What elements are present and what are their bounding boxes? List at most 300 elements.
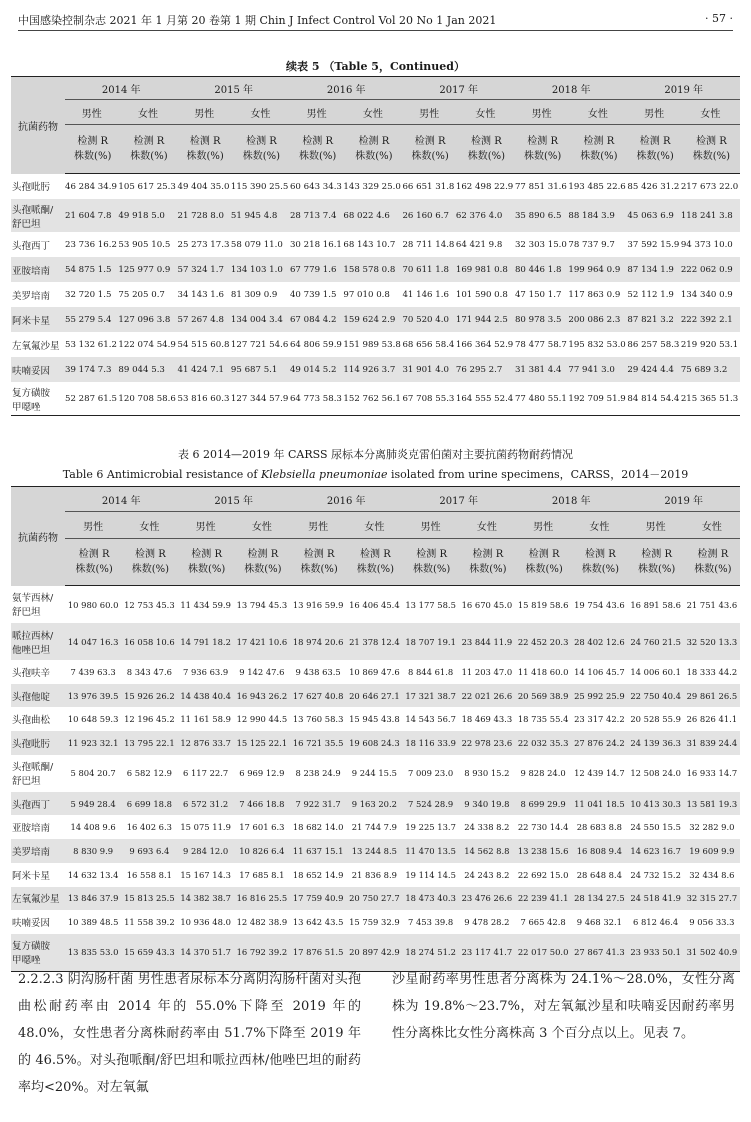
table-cell: 17 627 40.8 (290, 684, 346, 708)
count-rate-header (343, 125, 402, 174)
header-line-1: 检测 R (189, 136, 221, 147)
count-rate-header (627, 125, 680, 174)
table-cell: 13 642 43.5 (292, 917, 344, 928)
header-line-1: 检测 R (360, 549, 391, 560)
table-cell: 134 340 0.9 (680, 289, 733, 300)
table-cell: 64 421 9.8 (455, 239, 503, 250)
table-cell: 22 750 40.4 (628, 684, 684, 708)
sex-header: 男性 (402, 100, 455, 125)
sex-header: 女性 (231, 100, 290, 125)
table-cell: 18 735 55.4 (517, 714, 569, 725)
sex-header: 女性 (571, 512, 627, 539)
table-cell: 39 174 7.3 (65, 357, 118, 382)
table-cell: 11 041 18.5 (571, 792, 627, 816)
table-cell: 13 760 58.3 (292, 714, 344, 725)
table-cell: 222 392 2.1 (681, 307, 740, 332)
table-row (11, 660, 740, 684)
table-cell: 28 713 7.4 (290, 199, 343, 232)
table-cell: 215 365 51.3 (680, 393, 739, 404)
table-cell: 24 760 21.5 (628, 623, 684, 660)
table-cell: 199 964 0.9 (568, 257, 627, 282)
table-cell: 16 792 39.2 (234, 934, 290, 972)
table-cell: 70 520 4.0 (402, 307, 455, 332)
year-header: 2016 年 (290, 487, 403, 512)
header-line-1: 检测 R (472, 549, 504, 560)
table-cell: 28 402 12.6 (571, 623, 627, 660)
year-header: 2019 年 (628, 487, 741, 512)
count-rate-header (65, 125, 118, 174)
table-cell: 78 737 9.7 (568, 239, 615, 250)
table-cell: 37 592 15.9 (627, 239, 680, 250)
table-cell: 54 875 1.5 (65, 257, 118, 282)
table-row (11, 623, 740, 660)
drug-name: 亚胺培南 (12, 823, 51, 835)
header-line-2: 株数(%) (637, 564, 676, 575)
table-cell: 11 470 13.5 (403, 839, 459, 863)
sex-header: 男性 (290, 100, 343, 125)
table-cell: 77 941 3.0 (568, 357, 627, 382)
table-cell: 12 990 44.5 (236, 714, 288, 725)
table-cell: 6 699 18.8 (121, 792, 177, 816)
drug-name: 呋喃妥因 (12, 918, 51, 930)
table-cell: 200 086 2.3 (568, 307, 627, 332)
count-rate-header (515, 539, 571, 586)
table-cell: 8 930 15.2 (464, 768, 510, 779)
drug-name: 头孢吡肟 (11, 731, 65, 755)
count-rate-header (290, 539, 346, 586)
table-cell: 9 284 12.0 (178, 839, 234, 863)
sex-header-row (11, 512, 740, 539)
sex-header: 女性 (681, 100, 740, 125)
header-line-1: 检测 R (696, 136, 727, 147)
table-cell: 68 143 10.7 (343, 239, 396, 250)
table-cell: 14 047 16.3 (65, 623, 121, 660)
table-cell: 13 916 59.9 (292, 599, 344, 610)
table-cell: 31 381 4.4 (515, 357, 568, 382)
table5-caption: 续表 5 （Table 5，Continued） (286, 60, 465, 73)
table-cell: 35 890 6.5 (515, 199, 568, 232)
table6 (11, 486, 740, 972)
table-cell: 114 926 3.7 (343, 357, 402, 382)
table-row (11, 731, 740, 755)
table-cell: 16 933 14.7 (686, 768, 738, 779)
table-cell: 6 572 31.2 (178, 792, 234, 816)
sex-header: 女性 (121, 512, 177, 539)
count-rate-header (121, 539, 177, 586)
header-line-2: 株数(%) (131, 564, 170, 575)
table-cell: 11 434 59.9 (180, 599, 231, 610)
caption-en-prefix: Table 6 Antimicrobial resistance of (62, 468, 261, 481)
table-cell: 67 084 4.2 (290, 307, 343, 332)
table-cell: 10 936 48.0 (180, 917, 231, 928)
table5-body (11, 174, 740, 416)
sex-header-row (11, 100, 740, 125)
table-cell: 77 480 55.1 (514, 393, 567, 404)
table-cell: 94 373 10.0 (680, 239, 733, 250)
header-line-1: 检测 R (78, 549, 110, 560)
table-cell: 7 922 31.7 (290, 792, 346, 816)
table-cell: 87 134 1.9 (627, 257, 680, 282)
drug-name-line: 氨苄西林/ (12, 593, 54, 605)
sex-header: 女性 (343, 100, 402, 125)
table-cell: 6 582 12.9 (126, 768, 173, 779)
table-cell: 64 773 58.3 (289, 393, 342, 404)
page-number: · 57 · (705, 12, 733, 25)
table-cell: 117 863 0.9 (568, 289, 621, 300)
table-cell: 127 344 57.9 (230, 393, 289, 404)
table-cell: 62 376 4.0 (456, 199, 515, 232)
header-line-1: 检测 R (641, 549, 672, 560)
header-line-1: 检测 R (303, 549, 335, 560)
drug-name: 头孢西丁 (11, 792, 65, 816)
sex-header: 男性 (177, 100, 230, 125)
table-cell: 10 413 30.3 (628, 792, 684, 816)
table-cell: 151 989 53.8 (343, 339, 401, 350)
table-cell: 84 814 54.4 (627, 393, 680, 404)
table-cell: 13 976 39.5 (65, 684, 121, 708)
table-row (11, 910, 740, 934)
table-cell: 19 114 14.5 (405, 869, 456, 880)
table-row (11, 257, 740, 282)
table-cell: 20 750 27.7 (346, 887, 402, 911)
table-cell: 16 891 58.6 (630, 599, 681, 610)
table-cell: 31 839 24.4 (684, 731, 740, 755)
drug-name: 呋喃妥因 (11, 357, 65, 382)
table-row (11, 174, 740, 200)
year-header: 2015 年 (178, 487, 291, 512)
table-cell: 8 844 61.8 (407, 666, 454, 677)
drug-name-line: 甲噁唑 (12, 401, 41, 413)
header-line-2: 株数(%) (186, 151, 224, 162)
table-cell: 15 075 11.9 (180, 822, 231, 833)
drug-name-line: 复方磺胺 (12, 941, 51, 953)
table-cell: 26 160 6.7 (402, 199, 455, 232)
sex-header: 男性 (515, 100, 568, 125)
header-line-1: 检测 R (416, 549, 447, 560)
year-header: 2019 年 (627, 77, 740, 100)
header-line-2: 株数(%) (469, 564, 507, 575)
table-cell: 67 779 1.6 (290, 257, 343, 282)
table-cell: 20 897 42.9 (346, 934, 402, 972)
table-cell: 57 267 4.8 (177, 307, 230, 332)
table-cell: 5 949 28.4 (65, 792, 121, 816)
table-cell: 15 125 22.1 (234, 731, 290, 755)
table-cell: 24 550 15.5 (630, 822, 681, 833)
table-cell: 27 867 41.3 (571, 934, 627, 972)
count-rate-header (118, 125, 177, 174)
table-cell: 195 832 53.0 (568, 339, 626, 350)
drug-name: 头孢曲松 (12, 715, 51, 727)
header-line-2: 株数(%) (244, 564, 282, 575)
table-cell: 14 382 38.7 (178, 887, 234, 911)
sex-header: 男性 (515, 512, 571, 539)
table-cell: 120 708 58.6 (118, 393, 176, 404)
table-cell: 23 476 26.6 (459, 887, 515, 911)
table-cell: 28 134 27.5 (571, 887, 627, 911)
year-header: 2017 年 (402, 77, 514, 100)
drug-name: 阿米卡星 (12, 870, 51, 882)
count-rate-header (568, 125, 627, 174)
drug-name: 左氧氟沙星 (12, 340, 60, 352)
table-cell: 8 830 9.9 (65, 839, 121, 863)
count-rate-header (571, 539, 627, 586)
table-cell: 16 943 26.2 (234, 684, 290, 708)
table-cell: 28 683 8.8 (576, 822, 623, 833)
table-cell: 122 074 54.9 (118, 339, 176, 350)
table-cell: 8 238 24.9 (295, 768, 341, 779)
count-rate-header (628, 539, 684, 586)
table-cell: 17 759 40.9 (290, 887, 346, 911)
drug-name-line: 哌拉西林/ (12, 630, 54, 642)
sex-header: 女性 (118, 100, 177, 125)
count-rate-header (290, 125, 343, 174)
table-cell: 22 032 35.3 (515, 731, 571, 755)
table-cell: 12 196 45.2 (124, 714, 175, 725)
header-line-1: 检测 R (527, 136, 558, 147)
table-cell: 16 402 6.3 (126, 822, 173, 833)
table-cell: 32 720 1.5 (65, 289, 112, 300)
table-cell: 52 287 61.5 (65, 393, 117, 404)
table-cell: 89 044 5.3 (118, 357, 177, 382)
header-line-2: 株数(%) (636, 151, 674, 162)
table-cell: 15 759 32.9 (349, 917, 400, 928)
table-cell: 20 528 55.9 (630, 714, 681, 725)
table-cell: 7 009 23.0 (407, 768, 454, 779)
table-cell: 32 282 9.0 (689, 822, 735, 833)
table-cell: 11 923 32.1 (65, 731, 121, 755)
table-row (11, 792, 740, 816)
table-cell: 21 728 8.0 (177, 199, 230, 232)
table-cell: 6 812 46.4 (632, 917, 679, 928)
header-line-1: 检测 R (583, 136, 615, 147)
table-cell: 7 439 63.3 (70, 666, 116, 677)
table-cell: 222 062 0.9 (681, 257, 740, 282)
table-cell: 21 836 8.9 (351, 869, 398, 880)
table-cell: 85 426 31.2 (627, 181, 680, 192)
table-cell: 53 905 10.5 (118, 239, 171, 250)
table-cell: 21 604 7.8 (65, 199, 118, 232)
table-row (11, 839, 740, 863)
table-cell: 14 438 40.4 (178, 684, 234, 708)
header-line-1: 检测 R (135, 549, 166, 560)
species-name: Klebsiella pneumoniae (260, 468, 388, 481)
table-cell: 19 608 24.3 (346, 731, 402, 755)
table-cell: 76 295 2.7 (456, 357, 515, 382)
count-rate-header (402, 125, 455, 174)
table-cell: 75 205 0.7 (118, 289, 165, 300)
header-line-2: 株数(%) (411, 151, 449, 162)
table-cell: 40 739 1.5 (289, 289, 337, 300)
table-cell: 12 753 45.3 (124, 599, 175, 610)
table-cell: 49 404 35.0 (177, 181, 230, 192)
sex-header: 女性 (456, 100, 515, 125)
table-row (11, 282, 740, 307)
table-row (11, 199, 740, 232)
table-cell: 18 682 14.0 (292, 822, 344, 833)
table-cell: 49 014 5.2 (290, 357, 343, 382)
table-cell: 80 978 3.5 (515, 307, 568, 332)
header-line-1: 检测 R (358, 136, 390, 147)
table-cell: 8 343 47.6 (126, 666, 173, 677)
sex-header: 男性 (290, 512, 346, 539)
table-cell: 13 244 8.5 (346, 839, 402, 863)
year-header: 2015 年 (177, 77, 289, 100)
drug-name: 美罗培南 (11, 839, 65, 863)
header-line-2: 株数(%) (187, 564, 226, 575)
header-line-1: 检测 R (471, 136, 502, 147)
body-paragraph-right: 沙星耐药率男性患者分离株为 24.1%～28.0%，女性分离株为 19.8%～23.7%，对左氧氟沙星和呋喃妥因耐药率男性分离株比女性分离株高 3 个百分点以上。见表 7。 (392, 972, 735, 1041)
header-line-2: 株数(%) (130, 151, 168, 162)
sex-header: 女性 (234, 512, 290, 539)
drug-name: 阿米卡星 (11, 307, 65, 332)
header-line-1: 检测 R (191, 549, 222, 560)
table-cell: 87 821 3.2 (627, 307, 680, 332)
caption-en-suffix: isolated from urine specimens，CARSS，2014－2019 (387, 468, 689, 481)
table-row (11, 586, 740, 624)
table-cell: 30 218 16.1 (289, 239, 342, 250)
table-cell: 9 478 28.2 (464, 917, 510, 928)
table-cell: 24 338 8.2 (464, 822, 510, 833)
table-cell: 86 257 58.3 (627, 339, 680, 350)
table-cell: 22 017 50.0 (515, 934, 571, 972)
header-line-2: 株数(%) (581, 564, 620, 575)
table-cell: 14 562 8.8 (459, 839, 515, 863)
table-cell: 7 665 42.8 (520, 917, 566, 928)
table-cell: 5 804 20.7 (70, 768, 116, 779)
table-cell: 22 452 20.3 (515, 623, 571, 660)
table-cell: 31 901 4.0 (402, 357, 455, 382)
table-cell: 32 303 15.0 (514, 239, 567, 250)
header-line-2: 株数(%) (299, 151, 337, 162)
table-cell: 193 485 22.6 (568, 181, 626, 192)
table-cell: 8 699 29.9 (515, 792, 571, 816)
table-cell: 19 609 9.9 (684, 839, 740, 863)
table-cell: 217 673 22.0 (680, 181, 739, 192)
table-cell: 25 992 25.9 (571, 684, 627, 708)
table-cell: 15 659 43.3 (121, 934, 177, 972)
table-cell: 10 980 60.0 (67, 599, 119, 610)
table-cell: 171 944 2.5 (456, 307, 515, 332)
table-cell: 64 806 59.9 (289, 339, 342, 350)
table-cell: 28 711 14.8 (402, 239, 455, 250)
table-cell: 22 239 41.1 (515, 887, 571, 911)
table-cell: 20 646 27.1 (346, 684, 402, 708)
count-rate-header (684, 539, 740, 586)
header-line-1: 检测 R (585, 549, 616, 560)
drug-name-line: 复方磺胺 (12, 387, 51, 399)
table-row (11, 232, 740, 257)
header-line-1: 检测 R (77, 136, 109, 147)
header-line-1: 检测 R (246, 136, 277, 147)
table-cell: 75 689 3.2 (681, 357, 740, 382)
drug-name-line: 甲噁唑 (12, 955, 41, 967)
table-cell: 19 754 43.6 (574, 599, 625, 610)
table-cell: 14 623 16.7 (628, 839, 684, 863)
drug-name-line: 他唑巴坦 (12, 644, 51, 656)
table-cell: 27 876 24.2 (571, 731, 627, 755)
year-header: 2017 年 (403, 487, 516, 512)
table-cell: 18 473 40.3 (403, 887, 459, 911)
drug-name-line: 头孢哌酮/ (12, 762, 54, 774)
table-row (11, 684, 740, 708)
table-cell: 143 329 25.0 (343, 181, 401, 192)
body-paragraph-left: 2.2.2.3 阴沟肠杆菌 男性患者尿标本分离阴沟肠杆菌对头孢曲松耐药率由 2014 年的 55.0%下降至 2019 年的 48.0%，女性患者分离株耐药率由 51.7%下降至 2019 年的 46.5%。对头孢哌酮/舒巴坦和哌拉西林/他唑巴坦的耐药率均<20%。对左氧氟 (18, 972, 361, 1095)
header-line-2: 株数(%) (523, 151, 562, 162)
table-cell: 16 406 45.4 (349, 599, 400, 610)
table-cell: 24 243 8.2 (464, 869, 510, 880)
table-cell: 14 408 9.6 (70, 822, 116, 833)
table-cell: 58 079 11.0 (230, 239, 283, 250)
table-row (11, 707, 740, 731)
table-cell: 166 364 52.9 (455, 339, 514, 350)
table-cell: 11 161 58.9 (180, 714, 231, 725)
table-cell: 101 590 0.8 (455, 289, 508, 300)
table-row (11, 815, 740, 839)
table-cell: 164 555 52.4 (455, 393, 514, 404)
table-cell: 118 241 3.8 (681, 199, 740, 232)
table-cell: 127 721 54.6 (230, 339, 289, 350)
table-cell: 13 238 15.6 (515, 839, 571, 863)
table-cell: 162 498 22.9 (455, 181, 514, 192)
header-line-1: 检测 R (414, 136, 446, 147)
table6-caption-cn: 表 6 2014—2019 年 CARSS 尿标本分离肺炎克雷伯菌对主要抗菌药物耐药情况 (178, 448, 573, 461)
table-cell: 219 920 53.1 (680, 339, 739, 350)
table-cell: 14 543 56.7 (405, 714, 456, 725)
table-cell: 54 515 60.8 (177, 339, 230, 350)
table-cell: 13 581 19.3 (684, 792, 740, 816)
table-cell: 115 390 25.5 (230, 181, 289, 192)
table-row (11, 863, 740, 887)
table-cell: 68 656 58.4 (402, 339, 455, 350)
table-cell: 10 389 48.5 (67, 917, 119, 928)
table-cell: 159 624 2.9 (343, 307, 402, 332)
sex-header: 男性 (178, 512, 234, 539)
table-cell: 134 004 3.4 (231, 307, 290, 332)
table-cell: 14 006 60.1 (630, 666, 681, 677)
table-cell: 16 670 45.0 (461, 599, 513, 610)
table-cell: 9 828 24.0 (520, 768, 566, 779)
table-cell: 60 643 34.3 (289, 181, 342, 192)
table-cell: 66 651 31.8 (402, 181, 455, 192)
header-line-1: 检测 R (133, 136, 165, 147)
drug-name (11, 755, 65, 792)
table-cell: 13 835 53.0 (65, 934, 121, 972)
drug-name (11, 623, 65, 660)
header-line-2: 株数(%) (694, 564, 732, 575)
table-cell: 16 816 25.5 (234, 887, 290, 911)
table-cell: 23 317 42.2 (574, 714, 625, 725)
table-cell: 47 150 1.7 (514, 289, 562, 300)
drug-header: 抗菌药物 (11, 487, 65, 586)
table-cell: 19 225 13.7 (405, 822, 456, 833)
count-rate-header (231, 125, 290, 174)
table-cell: 51 945 4.8 (231, 199, 290, 232)
table-cell: 18 116 33.9 (403, 731, 459, 755)
table5 (11, 76, 740, 416)
count-rate-header (459, 539, 515, 586)
header-line-2: 株数(%) (75, 564, 113, 575)
table-cell: 32 434 8.6 (689, 869, 735, 880)
table-cell: 95 687 5.1 (231, 357, 290, 382)
drug-name: 左氧氟沙星 (11, 887, 65, 911)
year-header: 2014 年 (65, 487, 178, 512)
drug-name: 美罗培南 (12, 290, 51, 302)
drug-name: 头孢呋辛 (12, 667, 51, 679)
table-cell: 10 826 6.4 (234, 839, 290, 863)
table-cell: 7 524 28.9 (403, 792, 459, 816)
table-cell: 20 569 38.9 (515, 684, 571, 708)
table-cell: 7 453 39.8 (407, 917, 454, 928)
